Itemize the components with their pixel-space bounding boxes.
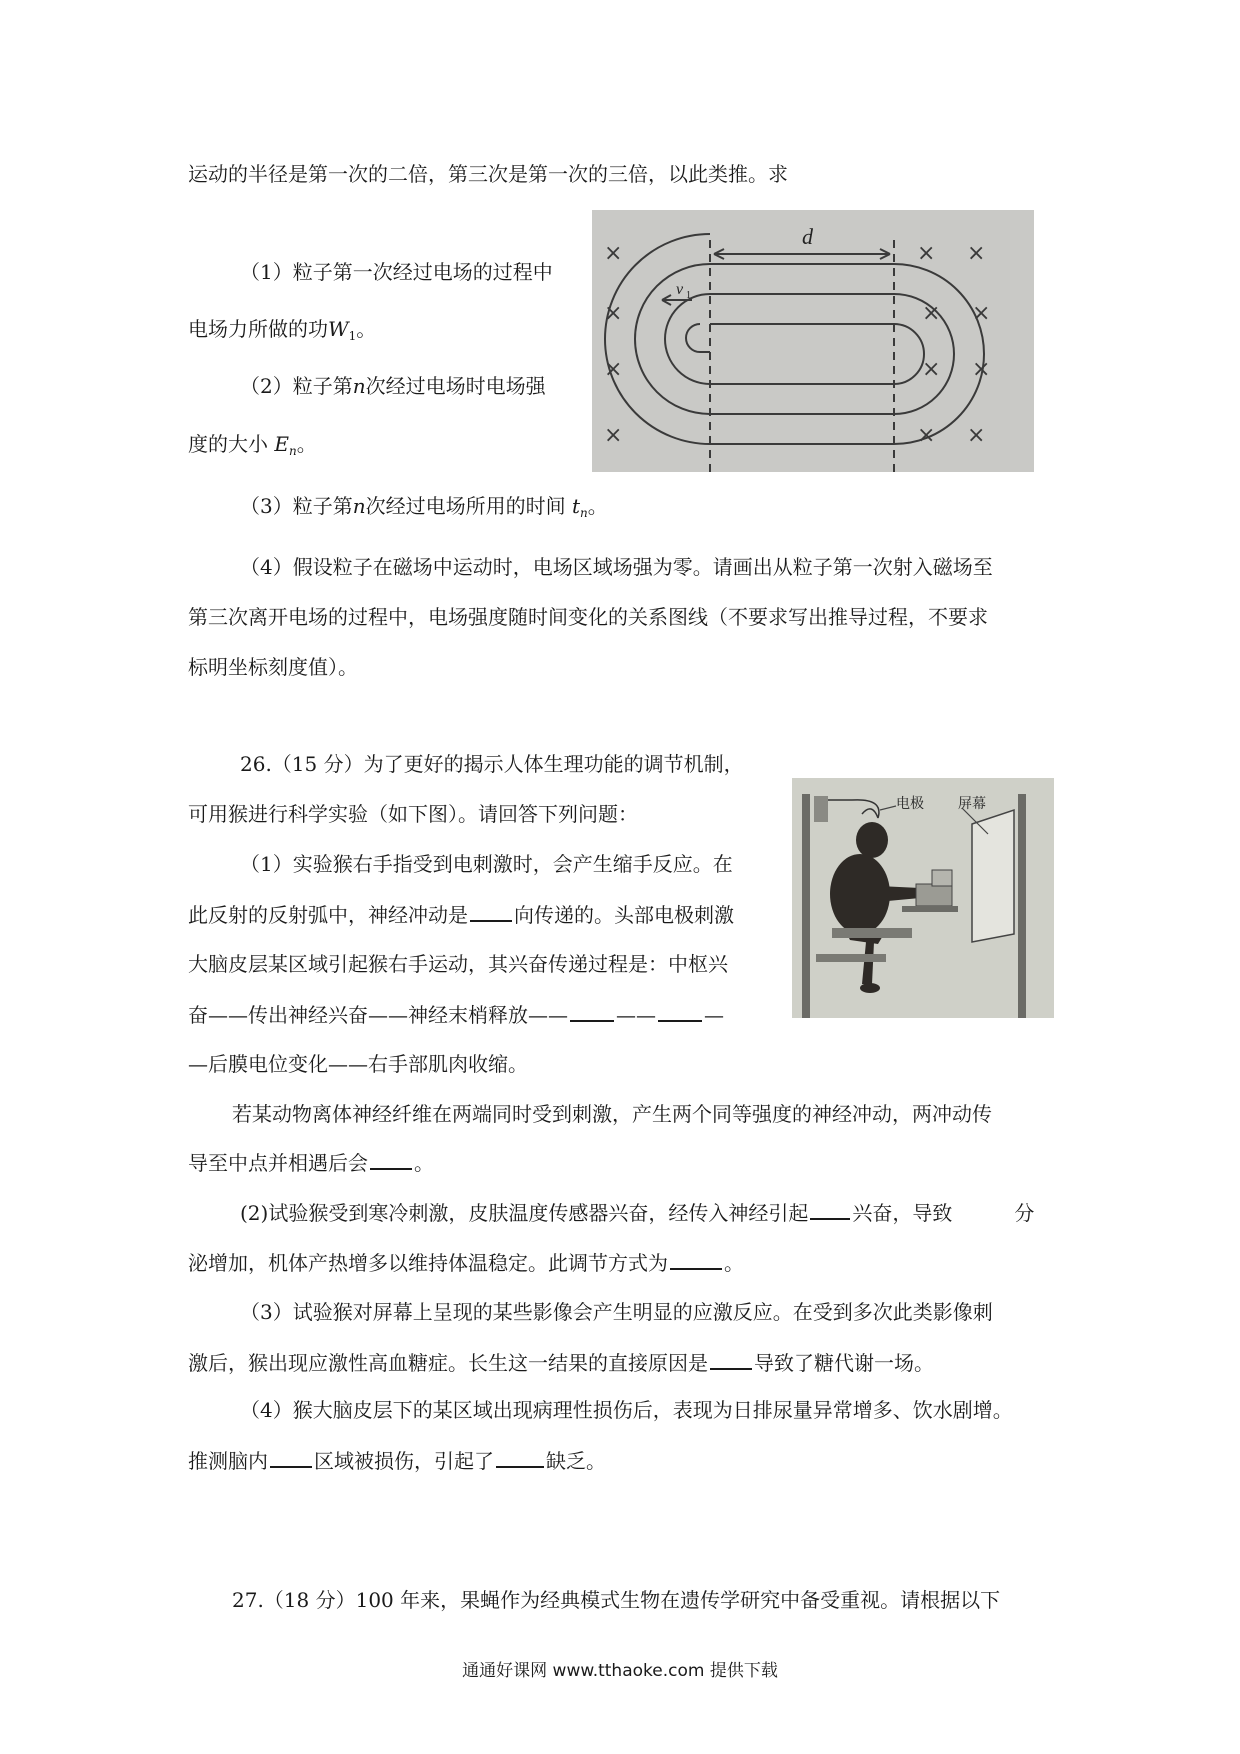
q26-line15-post: 缺乏。 bbox=[546, 1449, 606, 1473]
q25-part3-mid: 次经过电场所用的时间 bbox=[365, 494, 566, 518]
svg-text:×: × bbox=[917, 423, 936, 448]
work-symbol: W bbox=[328, 317, 349, 341]
q25-part3 bbox=[240, 492, 608, 527]
n-symbol: n bbox=[352, 374, 366, 398]
chair-seat bbox=[832, 928, 912, 938]
q25-part3-end: 。 bbox=[587, 494, 608, 518]
q26-line9-post: 。 bbox=[414, 1151, 434, 1175]
q26-line10-pre: (2)试验猴受到寒冷刺激，皮肤温度传感器兴奋，经传入神经引起 bbox=[240, 1201, 809, 1225]
q25-part2-post: 次经过电场时电场强 bbox=[365, 374, 546, 398]
svg-text:×: × bbox=[917, 241, 936, 266]
q26-line13-post: 导致了糖代谢一场。 bbox=[754, 1351, 934, 1375]
table bbox=[902, 906, 958, 912]
svg-text:×: × bbox=[922, 301, 941, 326]
answer-blank[interactable] bbox=[370, 1148, 412, 1170]
q25-part1-line1: （1）粒子第一次经过电场的过程中 bbox=[240, 260, 553, 284]
q26-line4-pre: 此反射的反射弧中，神经冲动是 bbox=[188, 903, 468, 927]
answer-blank[interactable] bbox=[670, 1248, 722, 1270]
svg-text:×: × bbox=[972, 301, 991, 326]
q26-line7: —后膜电位变化——右手部肌肉收缩。 bbox=[188, 1052, 528, 1076]
svg-text:×: × bbox=[604, 423, 623, 448]
n-symbol: n bbox=[352, 494, 366, 518]
q25-intro: 运动的半径是第一次的二倍，第三次是第一次的三倍，以此类推。求 bbox=[188, 162, 788, 186]
answer-blank[interactable] bbox=[570, 1000, 614, 1022]
q25-part2-line1 bbox=[240, 372, 546, 400]
q26-line12: （3）试验猴对屏幕上呈现的某些影像会产生明显的应激反应。在受到多次此类影像刺 bbox=[240, 1300, 993, 1324]
q26-line9 bbox=[188, 1148, 434, 1177]
q26-line9-pre: 导至中点并相遇后会 bbox=[188, 1151, 368, 1175]
q25-part1-end: 。 bbox=[356, 317, 377, 341]
wall-box bbox=[814, 796, 828, 822]
q25-part1-line2 bbox=[188, 315, 376, 350]
q26-line6-pre: 奋——传出神经兴奋——神经末梢释放—— bbox=[188, 1003, 568, 1027]
q26-line10 bbox=[240, 1198, 1034, 1227]
svg-text:×: × bbox=[604, 357, 623, 382]
footrest bbox=[816, 954, 886, 962]
particle-path-figure bbox=[592, 210, 1034, 472]
svg-text:×: × bbox=[604, 301, 623, 326]
q25-part4-line1: （4）假设粒子在磁场中运动时，电场区域场强为零。请画出从粒子第一次射入磁场至 bbox=[240, 555, 993, 579]
svg-text:×: × bbox=[967, 423, 986, 448]
q25-part2-line2 bbox=[188, 430, 317, 465]
q25-part4-line3: 标明坐标刻度值）。 bbox=[188, 655, 358, 679]
q25-part4-line2: 第三次离开电场的过程中，电场强度随时间变化的关系图线（不要求写出推导过程，不要求 bbox=[188, 605, 988, 629]
q26-line15-mid: 区域被损伤，引起了 bbox=[314, 1449, 494, 1473]
answer-blank[interactable] bbox=[496, 1446, 544, 1468]
q26-line13-pre: 激后，猴出现应激性高血糖症。长生这一结果的直接原因是 bbox=[188, 1351, 708, 1375]
q26-line1: 26.（15 分）为了更好的揭示人体生理功能的调节机制， bbox=[240, 752, 744, 776]
q26-line4-post: 向传递的。头部电极刺激 bbox=[514, 903, 734, 927]
label-v: v bbox=[676, 281, 684, 298]
footer-credit: 通通好课网 www.tthaoke.com 提供下载 bbox=[462, 1661, 778, 1681]
q26-line15-pre: 推测脑内 bbox=[188, 1449, 268, 1473]
svg-text:×: × bbox=[967, 241, 986, 266]
time-symbol: t bbox=[571, 494, 581, 518]
q26-line6-post: — bbox=[704, 1003, 724, 1027]
q26-line10-mid: 兴奋，导致 bbox=[852, 1201, 953, 1225]
q26-line10-end: 分 bbox=[1014, 1201, 1035, 1225]
q25-part2-end: 。 bbox=[296, 432, 317, 456]
q26-line3: （1）实验猴右手指受到电刺激时，会产生缩手反应。在 bbox=[240, 852, 733, 876]
svg-text:×: × bbox=[922, 357, 941, 382]
q26-line4 bbox=[188, 900, 734, 929]
field-symbol: E bbox=[274, 432, 289, 456]
label-electrode: 电极 bbox=[896, 796, 924, 812]
q25-part1-text: 电场力所做的功 bbox=[188, 317, 328, 341]
q26-line11 bbox=[188, 1248, 744, 1277]
q25-part2-b: 度的大小 bbox=[188, 432, 268, 456]
screen bbox=[972, 810, 1014, 942]
q26-line5: 大脑皮层某区域引起猴右手运动，其兴奋传递过程是：中枢兴 bbox=[188, 952, 728, 976]
response-button bbox=[932, 870, 952, 886]
right-wall bbox=[1018, 794, 1026, 1018]
answer-blank[interactable] bbox=[810, 1198, 850, 1220]
answer-blank[interactable] bbox=[658, 1000, 702, 1022]
q26-line2: 可用猴进行科学实验（如下图）。请回答下列问题： bbox=[188, 802, 638, 826]
left-wall bbox=[802, 794, 810, 1018]
q26-line8: 若某动物离体神经纤维在两端同时受到刺激，产生两个同等强度的神经冲动，两冲动传 bbox=[232, 1102, 992, 1126]
svg-text:×: × bbox=[972, 357, 991, 382]
q26-line13 bbox=[188, 1348, 934, 1377]
work-subscript: 1 bbox=[348, 329, 357, 343]
q25-part3-pre: （3）粒子第 bbox=[240, 494, 353, 518]
q26-line14: （4）猴大脑皮层下的某区域出现病理性损伤后，表现为日排尿量异常增多、饮水剧增。 bbox=[240, 1398, 1013, 1422]
label-v-sub: 1 bbox=[686, 290, 691, 301]
q26-line15 bbox=[188, 1446, 606, 1475]
answer-blank[interactable] bbox=[270, 1446, 312, 1468]
field-subscript: n bbox=[288, 444, 297, 458]
answer-blank[interactable] bbox=[470, 900, 512, 922]
q26-line11-post: 。 bbox=[724, 1251, 744, 1275]
q27-line1: 27.（18 分）100 年来，果蝇作为经典模式生物在遗传学研究中备受重视。请根据以下 bbox=[232, 1588, 1001, 1612]
answer-blank[interactable] bbox=[710, 1348, 752, 1370]
q26-line6-mid: —— bbox=[616, 1003, 656, 1027]
time-subscript: n bbox=[580, 506, 588, 520]
q25-part2-pre: （2）粒子第 bbox=[240, 374, 353, 398]
q26-line11-pre: 泌增加，机体产热增多以维持体温稳定。此调节方式为 bbox=[188, 1251, 668, 1275]
monkey-experiment-figure bbox=[792, 778, 1054, 1018]
label-screen: 屏幕 bbox=[958, 796, 986, 812]
label-d: d bbox=[802, 224, 813, 249]
response-box bbox=[916, 884, 952, 906]
q26-line6 bbox=[188, 1000, 724, 1029]
svg-text:×: × bbox=[604, 241, 623, 266]
